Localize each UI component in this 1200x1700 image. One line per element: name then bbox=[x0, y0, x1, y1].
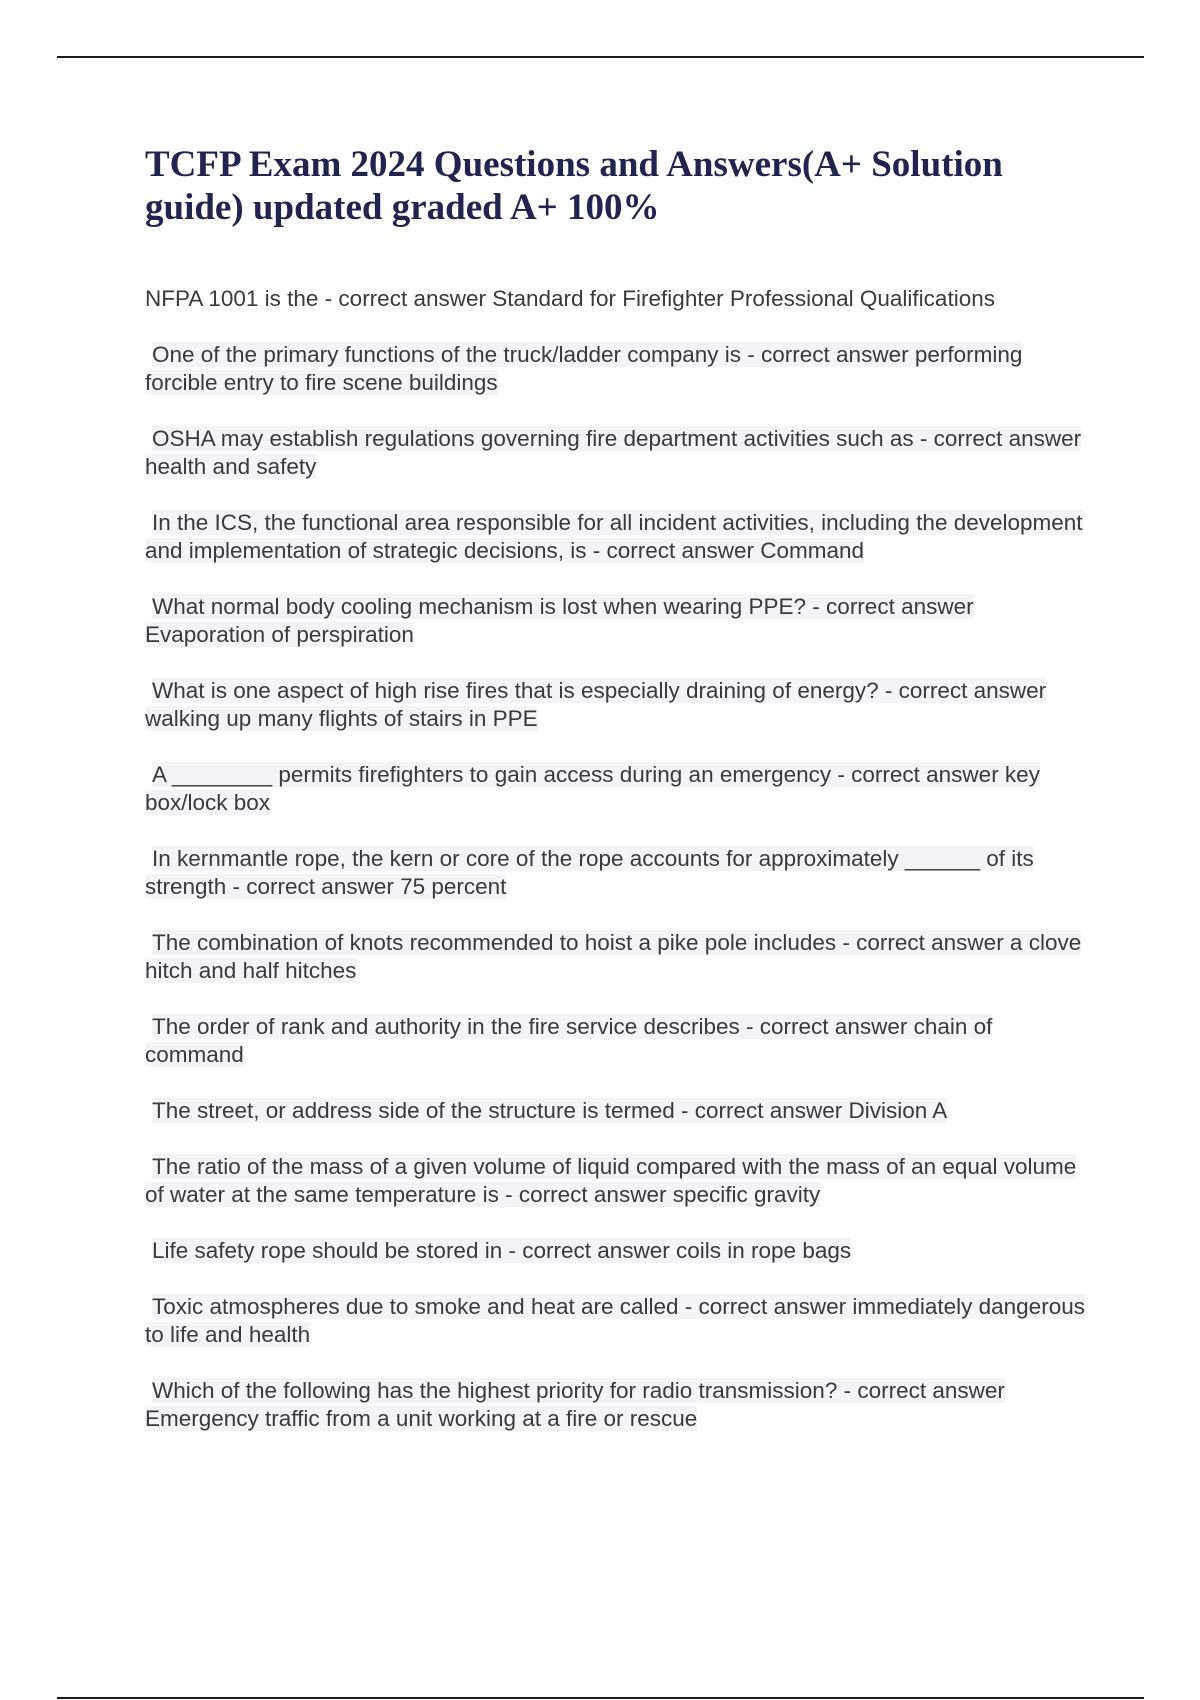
qa-item bbox=[145, 509, 1095, 565]
qa-list bbox=[145, 285, 1095, 1461]
qa-text: Toxic atmospheres due to smoke and heat are called - correct answer immediately dangerous to life and health bbox=[145, 1294, 1085, 1347]
qa-item bbox=[145, 1097, 1095, 1125]
qa-item bbox=[145, 761, 1095, 817]
qa-text: What normal body cooling mechanism is lost when wearing PPE? - correct answer Evaporation of perspiration bbox=[145, 594, 974, 647]
qa-text: In kernmantle rope, the kern or core of the rope accounts for approximately ______ of its strength - correct answer 75 percent bbox=[145, 846, 1034, 899]
qa-item bbox=[145, 1237, 1095, 1265]
qa-item bbox=[145, 425, 1095, 481]
qa-text: The order of rank and authority in the fire service describes - correct answer chain of command bbox=[145, 1014, 993, 1067]
qa-text: The combination of knots recommended to hoist a pike pole includes - correct answer a clove hitch and half hitches bbox=[145, 930, 1082, 983]
qa-text: A ________ permits firefighters to gain access during an emergency - correct answer key box/lock box bbox=[145, 762, 1040, 815]
qa-text: The ratio of the mass of a given volume of liquid compared with the mass of an equal volume of water at the same temperature is - correct answer specific gravity bbox=[145, 1154, 1077, 1207]
qa-item bbox=[145, 1377, 1095, 1433]
qa-text: Which of the following has the highest priority for radio transmission? - correct answer Emergency traffic from a unit working at a fire or rescue bbox=[145, 1378, 1005, 1431]
bottom-rule bbox=[57, 1697, 1144, 1699]
top-rule bbox=[57, 56, 1144, 58]
qa-text: Life safety rope should be stored in - correct answer coils in rope bags bbox=[152, 1238, 852, 1263]
qa-item bbox=[145, 929, 1095, 985]
qa-item bbox=[145, 677, 1095, 733]
qa-text: What is one aspect of high rise fires that is especially draining of energy? - correct answer walking up many flights of stairs in PPE bbox=[145, 678, 1047, 731]
qa-item bbox=[145, 285, 1095, 313]
qa-item bbox=[145, 1293, 1095, 1349]
qa-item bbox=[145, 845, 1095, 901]
document-title: TCFP Exam 2024 Questions and Answers(A+ Solution guide) updated graded A+ 100% bbox=[145, 144, 1003, 228]
qa-item bbox=[145, 593, 1095, 649]
qa-item bbox=[145, 1013, 1095, 1069]
qa-text: One of the primary functions of the truck/ladder company is - correct answer performing forcible entry to fire scene buildings bbox=[145, 342, 1023, 395]
qa-text: OSHA may establish regulations governing fire department activities such as - correct answer health and safety bbox=[145, 426, 1082, 479]
qa-item bbox=[145, 341, 1095, 397]
qa-text: In the ICS, the functional area responsible for all incident activities, including the development and implementation of strategic decisions, is - correct answer Command bbox=[145, 510, 1083, 563]
qa-text: NFPA 1001 is the - correct answer Standard for Firefighter Professional Qualifications bbox=[145, 286, 995, 311]
qa-item bbox=[145, 1153, 1095, 1209]
qa-text: The street, or address side of the structure is termed - correct answer Division A bbox=[152, 1098, 948, 1123]
